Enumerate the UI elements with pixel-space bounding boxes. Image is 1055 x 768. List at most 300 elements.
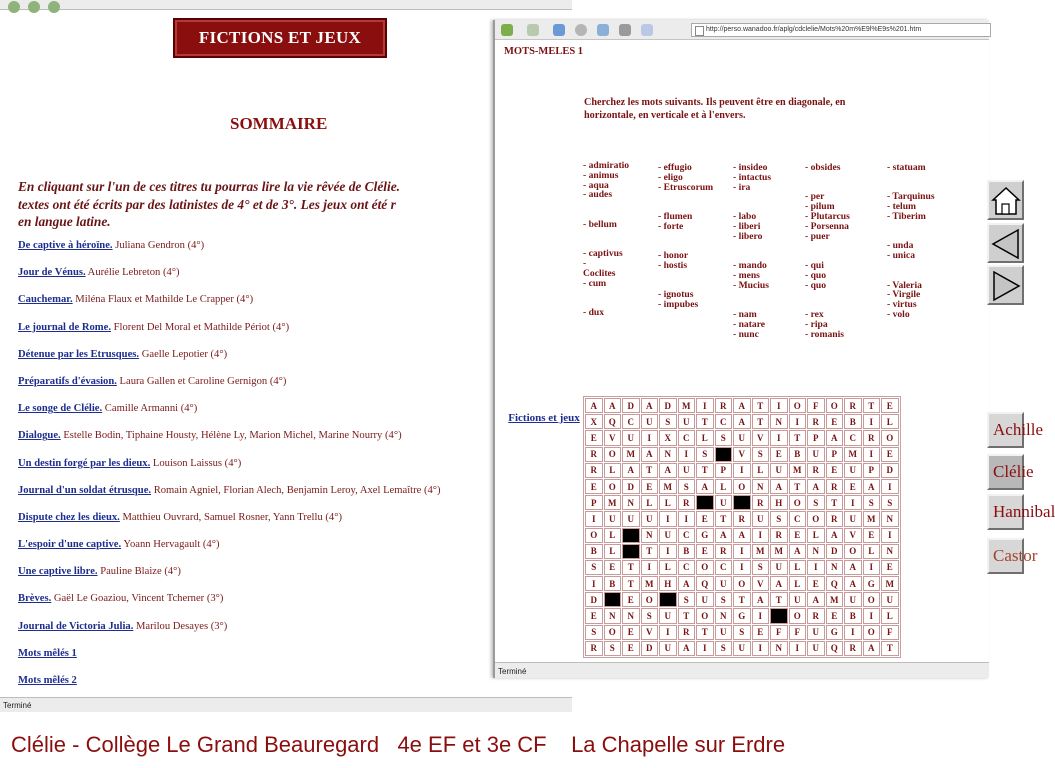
grid-cell: U: [844, 511, 862, 526]
grid-cell: R: [752, 495, 770, 510]
word-search-grid: [583, 396, 901, 658]
grid-cell: T: [641, 463, 659, 478]
toc-authors: Camille Armanni (4°): [102, 403, 198, 415]
grid-cell: L: [696, 430, 714, 445]
instruction-line: horizontale, en verticale et à l'envers.: [584, 110, 746, 121]
home-button[interactable]: [987, 180, 1024, 220]
grid-cell: S: [585, 625, 603, 640]
grid-cell: A: [715, 528, 733, 543]
grid-cell: N: [770, 641, 788, 656]
grid-cell: S: [715, 592, 733, 607]
grid-cell: I: [696, 641, 714, 656]
grid-cell: E: [622, 625, 640, 640]
toc-item: [18, 430, 441, 457]
grid-cell: F: [807, 398, 825, 413]
grid-cell: I: [659, 625, 677, 640]
toc-link[interactable]: Dispute chez les dieux.: [18, 511, 120, 523]
grid-cell: O: [733, 576, 751, 591]
grid-cell: T: [622, 576, 640, 591]
toc-link[interactable]: Un destin forgé par les dieux.: [18, 457, 151, 469]
toc-item: [18, 485, 441, 512]
toc-item: [18, 593, 441, 620]
back-icon[interactable]: [8, 1, 20, 13]
grid-cell: E: [696, 544, 714, 559]
grid-cell: S: [733, 625, 751, 640]
grid-cell: E: [622, 592, 640, 607]
grid-cell: L: [789, 576, 807, 591]
grid-cell: S: [752, 447, 770, 462]
grid-cell: U: [678, 414, 696, 429]
toc-authors: Laura Gallen et Caroline Gernigon (4°): [116, 375, 287, 387]
grid-cell: M: [844, 447, 862, 462]
grid-cell: U: [881, 592, 899, 607]
grid-cell: D: [622, 398, 640, 413]
toc-authors: Matthieu Ouvrard, Samuel Rosner, Yann Trellu (4°): [119, 511, 342, 523]
grid-cell: N: [622, 495, 640, 510]
grid-cell: O: [844, 544, 862, 559]
grid-cell: N: [622, 608, 640, 623]
toc-link[interactable]: Dialogue.: [18, 430, 61, 442]
right-toolbar: [495, 20, 989, 40]
grid-cell: O: [604, 479, 622, 494]
instruction-line: Cherchez les mots suivants. Ils peuvent être en diagonale, en: [584, 97, 846, 108]
grid-row: [585, 463, 899, 478]
grid-cell: Q: [826, 641, 844, 656]
page-heading: SOMMAIRE: [230, 114, 328, 133]
grid-cell: L: [604, 528, 622, 543]
grid-cell-blacked: [770, 608, 788, 623]
grid-cell: L: [863, 544, 881, 559]
grid-cell: U: [733, 641, 751, 656]
slide-navigation: [987, 180, 1055, 600]
nav-link-hannibal[interactable]: Hannibal: [987, 494, 1024, 530]
word-list-column-3: - insideo - intactus - ira - labo - liberi - libero - mando - mens - Mucius - nam - natare - nunc: [733, 162, 772, 340]
grid-cell: Q: [604, 414, 622, 429]
grid-cell: C: [678, 430, 696, 445]
toc-item: [18, 539, 441, 566]
intro-line: textes ont été écrits par des latinistes de 4° et de 3°. Les jeux ont été r: [18, 196, 396, 212]
toc-item: [18, 621, 441, 648]
grid-cell: A: [770, 576, 788, 591]
grid-cell: C: [622, 414, 640, 429]
grid-row: [585, 479, 899, 494]
grid-cell: R: [715, 544, 733, 559]
grid-cell: A: [696, 479, 714, 494]
toc-link[interactable]: Journal d'un soldat étrusque.: [18, 484, 152, 496]
grid-cell: I: [770, 430, 788, 445]
grid-cell: O: [789, 495, 807, 510]
grid-cell-blacked: [715, 447, 733, 462]
home-icon: [990, 184, 1022, 218]
grid-cell: E: [585, 608, 603, 623]
toc-link[interactable]: Mots mêlés 2: [18, 675, 77, 686]
grid-cell: I: [678, 511, 696, 526]
toc-link[interactable]: Préparatifs d'évasion.: [18, 375, 117, 387]
grid-cell: I: [863, 560, 881, 575]
toc-link[interactable]: De captive à héroïne.: [18, 240, 113, 251]
grid-cell: S: [770, 511, 788, 526]
grid-cell: P: [807, 430, 825, 445]
url-bar[interactable]: http://perso.wanadoo.fr/aplg/cdclelie/Mots%20m%E9l%E9s%201.htm: [691, 23, 991, 37]
grid-cell: A: [863, 479, 881, 494]
intro-line: En cliquant sur l'un de ces titres tu pourras lire la vie rêvée de Clélie.: [18, 179, 401, 194]
grid-cell: N: [826, 560, 844, 575]
grid-cell: O: [881, 430, 899, 445]
forward-icon[interactable]: [28, 1, 40, 13]
grid-cell: A: [826, 528, 844, 543]
grid-row: [585, 511, 899, 526]
toc-item: [18, 512, 441, 539]
grid-cell: M: [659, 479, 677, 494]
grid-cell: L: [604, 463, 622, 478]
grid-cell: T: [881, 641, 899, 656]
grid-cell: U: [770, 463, 788, 478]
grid-cell: C: [715, 414, 733, 429]
grid-cell: R: [826, 479, 844, 494]
grid-cell: T: [733, 592, 751, 607]
grid-cell: U: [807, 625, 825, 640]
grid-cell: A: [863, 641, 881, 656]
toc-authors: Gaelle Lepotier (4°): [139, 348, 228, 360]
toc-link[interactable]: Le songe de Clélie.: [18, 403, 103, 415]
grid-cell: D: [585, 592, 603, 607]
grid-cell: A: [826, 430, 844, 445]
grid-cell: O: [604, 447, 622, 462]
grid-cell: O: [733, 479, 751, 494]
grid-cell: L: [752, 463, 770, 478]
grid-cell: I: [696, 398, 714, 413]
toc-link[interactable]: Jour de Vénus.: [18, 267, 86, 279]
grid-cell: V: [641, 625, 659, 640]
grid-cell: I: [863, 414, 881, 429]
grid-cell: U: [659, 641, 677, 656]
grid-cell: B: [789, 447, 807, 462]
grid-cell: B: [844, 414, 862, 429]
grid-cell: I: [807, 560, 825, 575]
grid-cell-blacked: [604, 592, 622, 607]
grid-cell: H: [659, 576, 677, 591]
word-list-column-4: - obsides - per - pilum - Plutarcus - Porsenna - puer - qui - quo - quo - rex - ripa - romanis: [805, 162, 850, 340]
toc-item: [18, 349, 441, 376]
nav-link-achille[interactable]: Achille: [987, 412, 1024, 448]
grid-cell: O: [789, 398, 807, 413]
grid-cell: I: [752, 641, 770, 656]
grid-cell: H: [770, 495, 788, 510]
grid-cell: G: [733, 608, 751, 623]
grid-row: [585, 641, 899, 656]
grid-cell: S: [678, 592, 696, 607]
grid-cell: D: [881, 463, 899, 478]
grid-cell: T: [641, 544, 659, 559]
grid-cell: D: [641, 641, 659, 656]
grid-cell: A: [770, 479, 788, 494]
grid-row: [585, 625, 899, 640]
grid-row: [585, 398, 899, 413]
grid-cell: X: [585, 414, 603, 429]
grid-cell: S: [696, 447, 714, 462]
grid-cell: E: [622, 641, 640, 656]
toc-link[interactable]: Une captive libre.: [18, 566, 98, 578]
grid-cell: R: [807, 463, 825, 478]
grid-cell-blacked: [622, 544, 640, 559]
grid-cell: T: [826, 495, 844, 510]
grid-cell: C: [715, 560, 733, 575]
next-arrow-icon: [990, 269, 1022, 303]
right-status-bar: Terminé: [495, 662, 989, 678]
grid-cell: O: [604, 625, 622, 640]
grid-cell: R: [678, 495, 696, 510]
grid-cell: E: [789, 528, 807, 543]
toc-authors: Louison Laissus (4°): [150, 457, 242, 469]
grid-cell: A: [733, 414, 751, 429]
grid-cell: S: [881, 495, 899, 510]
toc-link[interactable]: Cauchemar.: [18, 294, 73, 306]
toc-authors: Miléna Flaux et Mathilde Le Crapper (4°): [72, 294, 254, 306]
grid-row: [585, 592, 899, 607]
toc-link[interactable]: Détenue par les Etrusques.: [18, 348, 140, 360]
grid-cell: I: [641, 430, 659, 445]
grid-cell: R: [733, 511, 751, 526]
grid-cell: U: [715, 495, 733, 510]
grid-cell: O: [826, 398, 844, 413]
grid-cell: I: [659, 544, 677, 559]
grid-cell: E: [604, 560, 622, 575]
grid-cell: R: [770, 528, 788, 543]
nav-link-castor[interactable]: Castor: [987, 538, 1024, 574]
grid-cell: G: [826, 625, 844, 640]
grid-row: [585, 447, 899, 462]
grid-row: [585, 528, 899, 543]
grid-cell: V: [604, 430, 622, 445]
refresh-icon[interactable]: [48, 1, 60, 13]
grid-cell: I: [844, 495, 862, 510]
grid-cell: F: [881, 625, 899, 640]
grid-cell: U: [622, 430, 640, 445]
grid-cell: R: [715, 398, 733, 413]
grid-cell: I: [770, 398, 788, 413]
grid-cell: P: [715, 463, 733, 478]
print-icon[interactable]: [619, 24, 631, 36]
grid-cell: L: [789, 560, 807, 575]
grid-cell: A: [844, 576, 862, 591]
grid-cell: E: [826, 608, 844, 623]
grid-cell: I: [789, 641, 807, 656]
toc-authors: Gaël Le Goaziou, Vincent Tcherner (3°): [51, 593, 224, 605]
grid-cell: S: [678, 479, 696, 494]
grid-cell: A: [733, 528, 751, 543]
grid-cell: N: [604, 608, 622, 623]
grid-cell: P: [585, 495, 603, 510]
back-icon[interactable]: [501, 24, 513, 36]
grid-cell: F: [770, 625, 788, 640]
grid-cell: E: [752, 625, 770, 640]
toc-authors: Florent Del Moral et Mathilde Périot (4°): [110, 321, 290, 333]
grid-cell: S: [715, 430, 733, 445]
toc-item: [18, 403, 441, 430]
grid-cell: Q: [696, 576, 714, 591]
grid-cell: I: [641, 560, 659, 575]
grid-cell: T: [678, 608, 696, 623]
grid-cell: I: [752, 528, 770, 543]
grid-cell: S: [807, 495, 825, 510]
grid-cell: A: [641, 398, 659, 413]
word-list-column-1: - admiratio - animus - aqua - audes - bellum - captivus - Coclites - cum - dux: [583, 160, 630, 318]
grid-cell: O: [696, 608, 714, 623]
grid-cell: L: [715, 479, 733, 494]
toc-link[interactable]: Le journal de Rome.: [18, 321, 111, 333]
previous-arrow-icon: [990, 227, 1022, 261]
toc-item: [18, 648, 441, 675]
grid-cell: V: [844, 528, 862, 543]
grid-cell: I: [844, 625, 862, 640]
grid-cell-blacked: [659, 592, 677, 607]
grid-cell: U: [789, 592, 807, 607]
grid-cell: E: [881, 560, 899, 575]
grid-cell: L: [659, 495, 677, 510]
grid-cell: T: [863, 398, 881, 413]
grid-cell: A: [807, 592, 825, 607]
grid-cell: N: [659, 447, 677, 462]
grid-cell: E: [826, 414, 844, 429]
grid-cell: I: [733, 544, 751, 559]
grid-cell: U: [641, 414, 659, 429]
toc-authors: Yoann Hervagault (4°): [121, 539, 220, 551]
toc-item: [18, 566, 441, 593]
grid-cell: U: [604, 511, 622, 526]
grid-cell: A: [585, 398, 603, 413]
stop-icon[interactable]: [575, 24, 587, 36]
grid-cell: V: [752, 430, 770, 445]
forward-icon[interactable]: [527, 24, 539, 36]
grid-cell: R: [844, 398, 862, 413]
grid-cell: O: [696, 560, 714, 575]
grid-cell: S: [604, 641, 622, 656]
left-status-bar: Terminé: [0, 697, 572, 712]
grid-cell: I: [863, 608, 881, 623]
fictions-et-jeux-link[interactable]: Fictions et jeux: [508, 412, 580, 424]
page-title: MOTS-MELES 1: [504, 46, 584, 57]
grid-cell: R: [678, 625, 696, 640]
grid-cell: L: [881, 608, 899, 623]
grid-cell: O: [807, 511, 825, 526]
next-slide-button[interactable]: [987, 265, 1024, 305]
toc-authors: Aurélie Lebreton (4°): [85, 267, 180, 279]
toc-authors: Pauline Blaize (4°): [97, 566, 181, 578]
toc-link[interactable]: Journal de Victoria Julia.: [18, 620, 134, 632]
grid-cell: A: [659, 463, 677, 478]
site-banner: FICTIONS ET JEUX: [173, 18, 387, 58]
table-of-contents: [18, 240, 441, 702]
grid-cell: B: [678, 544, 696, 559]
grid-cell: A: [752, 592, 770, 607]
left-toolbar: [0, 0, 572, 10]
toc-link[interactable]: Brèves.: [18, 593, 52, 605]
grid-cell: E: [641, 479, 659, 494]
grid-cell: O: [863, 625, 881, 640]
grid-cell: N: [770, 414, 788, 429]
grid-cell: T: [696, 463, 714, 478]
nav-link-clelie[interactable]: Clélie: [987, 454, 1024, 490]
toc-item: [18, 376, 441, 403]
previous-slide-button[interactable]: [987, 223, 1024, 263]
grid-cell: N: [641, 528, 659, 543]
grid-cell: V: [752, 576, 770, 591]
grid-cell: A: [733, 398, 751, 413]
toc-link[interactable]: L'espoir d'une captive.: [18, 539, 122, 551]
grid-cell: N: [881, 511, 899, 526]
grid-cell: N: [881, 544, 899, 559]
grid-cell: M: [622, 447, 640, 462]
grid-cell: S: [863, 495, 881, 510]
grid-cell: M: [863, 511, 881, 526]
grid-cell: E: [585, 479, 603, 494]
grid-cell: O: [585, 528, 603, 543]
grid-cell: D: [659, 398, 677, 413]
bookmark-icon[interactable]: [641, 24, 653, 36]
toc-item: [18, 322, 441, 349]
grid-cell: R: [585, 641, 603, 656]
grid-cell: X: [659, 430, 677, 445]
grid-cell: E: [844, 479, 862, 494]
grid-cell-blacked: [733, 495, 751, 510]
grid-cell: L: [604, 544, 622, 559]
grid-cell: U: [733, 430, 751, 445]
grid-cell: U: [715, 625, 733, 640]
grid-cell: N: [807, 544, 825, 559]
grid-cell: I: [585, 576, 603, 591]
grid-cell: U: [622, 511, 640, 526]
grid-cell: R: [807, 608, 825, 623]
refresh-icon[interactable]: [553, 24, 565, 36]
toc-link[interactable]: Mots mêlés 1: [18, 647, 77, 659]
grid-cell: E: [881, 398, 899, 413]
grid-cell: G: [696, 528, 714, 543]
grid-cell: U: [678, 463, 696, 478]
grid-row: [585, 608, 899, 623]
grid-cell: D: [826, 544, 844, 559]
grid-cell: L: [881, 414, 899, 429]
grid-cell: T: [622, 560, 640, 575]
grid-cell: I: [752, 608, 770, 623]
grid-cell: S: [641, 608, 659, 623]
toc-authors: Juliana Gendron (4°): [112, 240, 205, 251]
word-list-column-2: - effugio - eligo - Etruscorum - flumen - forte - honor - hostis - ignotus - impubes: [658, 162, 714, 311]
grid-cell: C: [678, 560, 696, 575]
grid-cell: T: [715, 511, 733, 526]
grid-cell: A: [844, 560, 862, 575]
grid-cell: R: [844, 641, 862, 656]
grid-cell: R: [807, 414, 825, 429]
grid-cell: A: [678, 576, 696, 591]
toc-item: [18, 267, 441, 294]
grid-cell: G: [863, 576, 881, 591]
toc-item: [18, 294, 441, 321]
grid-cell: A: [807, 479, 825, 494]
grid-cell: I: [678, 447, 696, 462]
grid-cell-blacked: [622, 528, 640, 543]
word-list-column-5: - statuam - Tarquinus - telum - Tiberim - unda - unica - Valeria - Virgile - virtus - volo: [887, 162, 935, 320]
grid-row: [585, 414, 899, 429]
grid-cell: I: [881, 528, 899, 543]
home-icon[interactable]: [597, 24, 609, 36]
grid-cell: E: [585, 430, 603, 445]
grid-cell: E: [826, 463, 844, 478]
grid-cell: F: [789, 625, 807, 640]
grid-cell: S: [659, 414, 677, 429]
grid-cell: L: [659, 560, 677, 575]
grid-cell: B: [585, 544, 603, 559]
grid-cell: U: [641, 511, 659, 526]
